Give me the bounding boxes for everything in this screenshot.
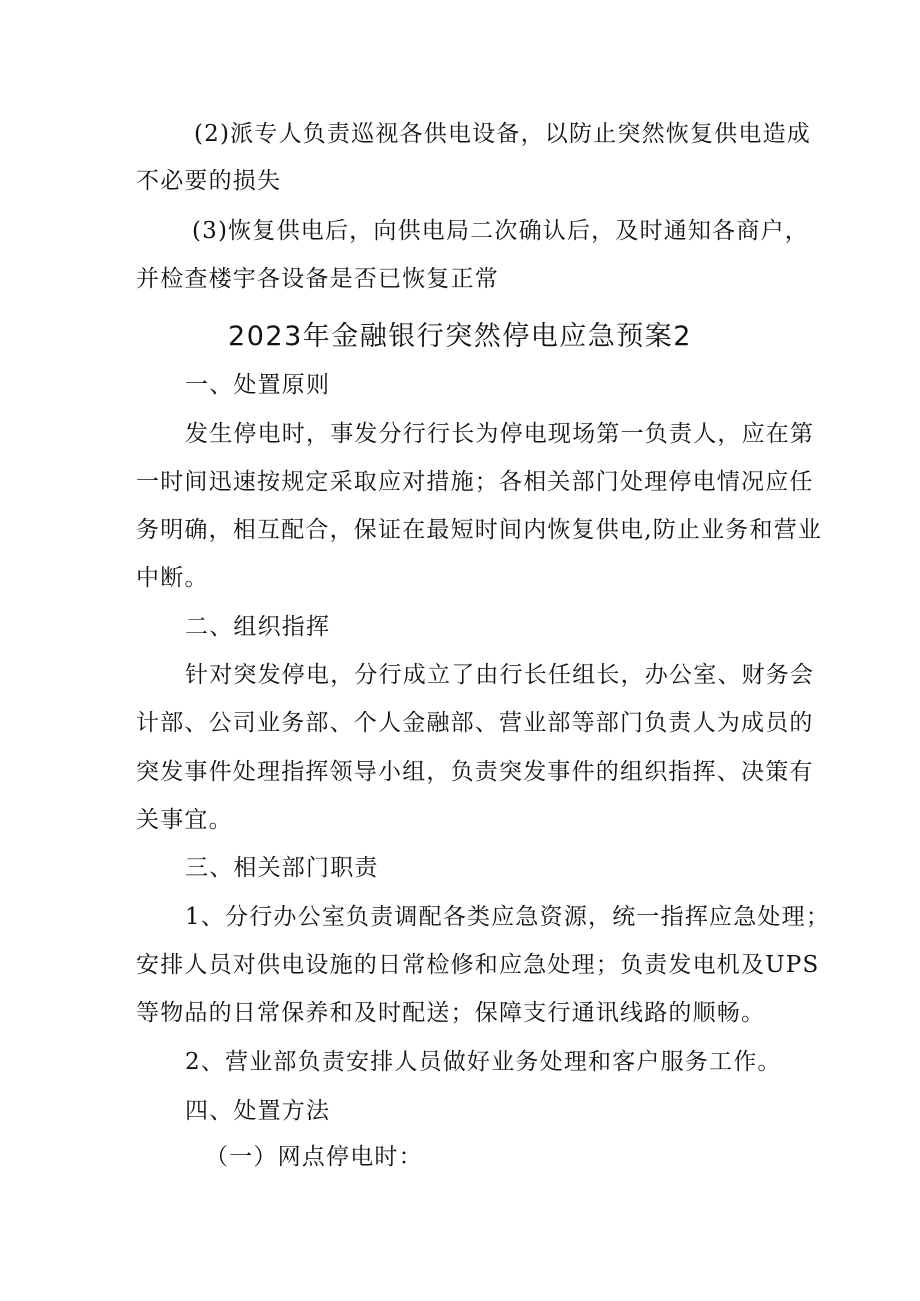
paragraph-line: 突发事件处理指挥领导小组，负责突发事件的组织指挥、决策有 — [136, 759, 814, 785]
paragraph-line: 计部、公司业务部、个人金融部、营业部等部门负责人为成员的 — [136, 710, 814, 736]
paragraph-line: 并检查楼宇各设备是否已恢复正常 — [136, 266, 499, 292]
paragraph-line: 中断。 — [136, 565, 209, 591]
section-heading: 一、处置原则 — [185, 372, 331, 398]
document-title: 2023年金融银行突然停电应急预案2 — [228, 321, 692, 352]
paragraph-line: 等物品的日常保养和及时配送；保障支行通讯线路的顺畅。 — [136, 1000, 766, 1026]
paragraph-line: 安排人员对供电设施的日常检修和应急处理；负责发电机及UPS — [136, 952, 820, 978]
paragraph-line: 一时间迅速按规定采取应对措施；各相关部门处理停电情况应任 — [136, 469, 814, 495]
paragraph-line: 发生停电时，事发分行行长为停电现场第一负责人，应在第 — [185, 421, 815, 447]
section-heading: 三、相关部门职责 — [185, 855, 379, 881]
section-heading: 二、组织指挥 — [185, 614, 331, 640]
paragraph-line: 针对突发停电，分行成立了由行长任组长，办公室、财务会 — [185, 662, 815, 688]
paragraph-line: (2)派专人负责巡视各供电设备，以防止突然恢复供电造成 — [194, 121, 811, 147]
paragraph-line: 关事宜。 — [136, 807, 233, 833]
paragraph-line: 务明确，相互配合，保证在最短时间内恢复供电,防止业务和营业 — [136, 517, 823, 543]
section-heading: 四、处置方法 — [185, 1098, 331, 1124]
paragraph-line: 不必要的损失 — [136, 168, 282, 194]
paragraph-line: (3)恢复供电后，向供电局二次确认后，及时通知各商户， — [192, 218, 809, 244]
paragraph-line: 2、营业部负责安排人员做好业务处理和客户服务工作。 — [185, 1049, 782, 1075]
subsection-heading: （一）网点停电时： — [205, 1144, 423, 1170]
paragraph-line: 1、分行办公室负责调配各类应急资源，统一指挥应急处理； — [185, 904, 831, 930]
